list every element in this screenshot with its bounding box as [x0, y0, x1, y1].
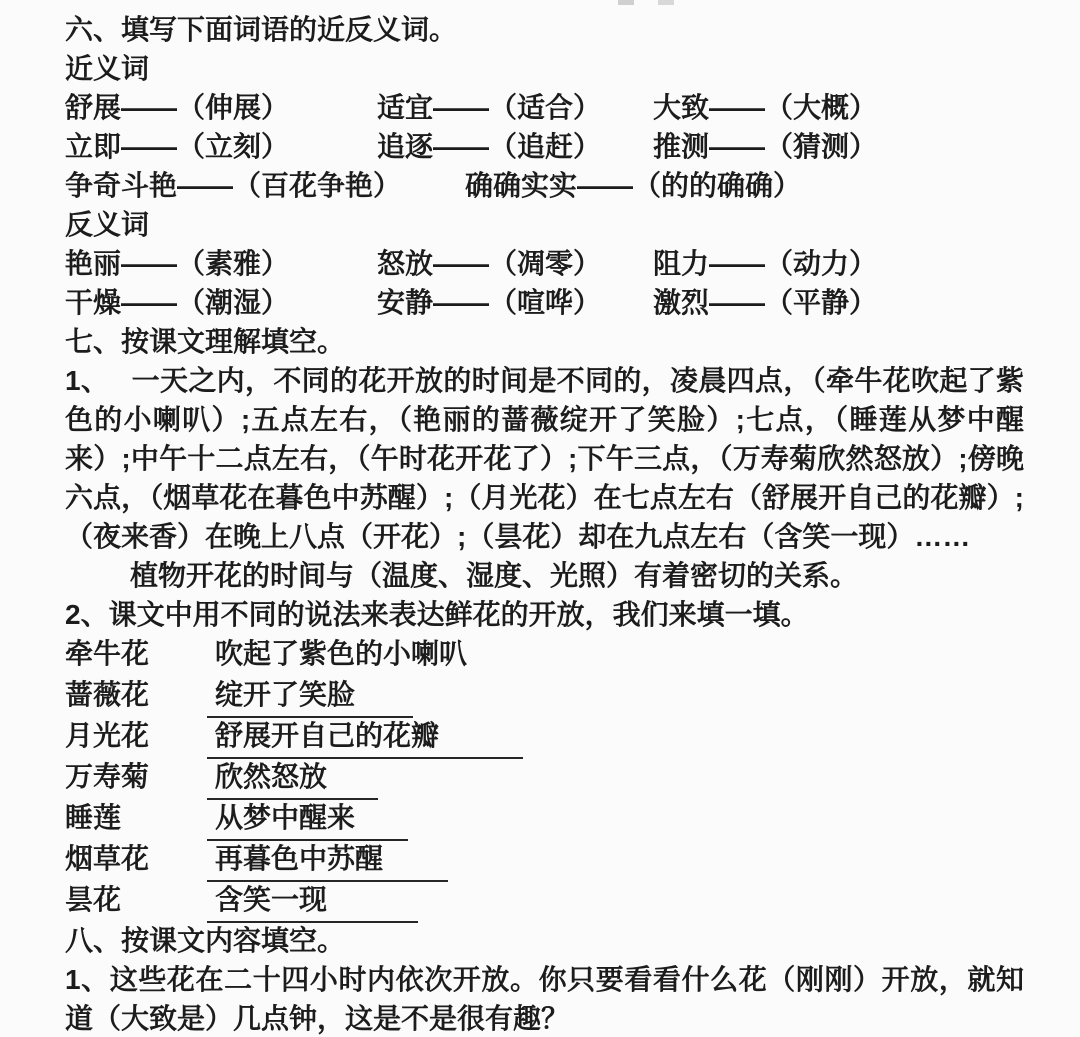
section-eight-heading: 八、按课文内容填空。: [65, 925, 346, 956]
synonym-row: [65, 127, 1024, 166]
word-pair: 争奇斗艳——（百花争艳）: [65, 170, 402, 201]
flower-answer-blank: 欣然怒放: [207, 757, 378, 800]
flower-row: [65, 716, 1024, 757]
antonyms-label: 反义词: [65, 209, 150, 240]
word-pair: 追逐——（追赶）: [377, 131, 602, 162]
word-pair: 舒展——（伸展）: [65, 92, 290, 123]
section-seven-heading: 七、按课文理解填空。: [65, 326, 346, 357]
flower-row: [65, 634, 1024, 675]
flower-name: 月光花: [65, 720, 150, 751]
flower-answer-blank: 再暮色中苏醒: [207, 839, 448, 882]
word-pair: 怒放——（凋零）: [377, 248, 602, 279]
flower-name: 烟草花: [65, 843, 150, 874]
flower-row: [65, 798, 1024, 839]
word-pair: 阻力——（动力）: [653, 248, 878, 279]
flower-row: [65, 757, 1024, 798]
word-pair: 确确实实——（的的确确）: [465, 170, 802, 201]
question-1-text: 1、 一天之内，不同的花开放的时间是不同的，凌晨四点，（牵牛花吹起了紫色的小喇叭）;五点左右，（艳丽的蔷薇绽开了笑脸）;七点，（睡莲从梦中醒来）;中午十二点左右，（午时花开花了）;下午三点，（万寿菊欣然怒放）;傍晚六点，（烟草花在暮色中苏醒）;（月光花）在七点左右（舒展开自己的花瓣）;（夜来香）在晚上八点（开花）;（昙花）却在九点左右（含笑一现）……: [65, 365, 1024, 552]
word-pair: 大致——（大概）: [653, 92, 878, 123]
synonym-row: [65, 166, 1024, 205]
flower-answer-blank: 含笑一现: [207, 880, 418, 923]
flower-row: [65, 675, 1024, 716]
flower-answer-blank: 从梦中醒来: [207, 798, 408, 841]
page-top-artifact: [618, 0, 634, 5]
word-pair: 适宜——（适合）: [377, 92, 602, 123]
flower-answer-blank: 舒展开自己的花瓣: [207, 716, 523, 759]
word-pair: 安静——（喧哗）: [377, 287, 602, 318]
flower-name: 蔷薇花: [65, 679, 150, 710]
question-2-heading: 2、课文中用不同的说法来表达鲜花的开放，我们来填一填。: [65, 599, 809, 630]
word-pair: 推测——（猜测）: [653, 131, 878, 162]
question-8-1-text: 1、这些花在二十四小时内依次开放。你只要看看什么花（刚刚）开放，就知道（大致是）几点钟，这是不是很有趣？: [65, 964, 1024, 1034]
flower-answer: 吹起了紫色的小喇叭: [215, 638, 468, 669]
flower-row: [65, 880, 1024, 921]
flower-name: 睡莲: [65, 802, 122, 833]
flower-answer-blank: 绽开了笑脸: [207, 675, 413, 718]
synonyms-label: 近义词: [65, 53, 150, 84]
flower-name: 昙花: [65, 884, 122, 915]
flower-answer-table: [65, 634, 1024, 921]
question-1-conclusion: 植物开花的时间与（温度、湿度、光照）有着密切的关系。: [130, 560, 859, 591]
word-pair: 激烈——（平静）: [653, 287, 878, 318]
section-six-heading: 六、填写下面词语的近反义词。: [65, 14, 458, 45]
word-pair: 立即——（立刻）: [65, 131, 290, 162]
flower-name: 牵牛花: [65, 638, 150, 669]
word-pair: 艳丽——（素雅）: [65, 248, 290, 279]
antonym-row: [65, 244, 1024, 283]
flower-row: [65, 839, 1024, 880]
synonym-row: [65, 88, 1024, 127]
word-pair: 干燥——（潮湿）: [65, 287, 290, 318]
antonym-row: [65, 283, 1024, 322]
flower-name: 万寿菊: [65, 761, 150, 792]
